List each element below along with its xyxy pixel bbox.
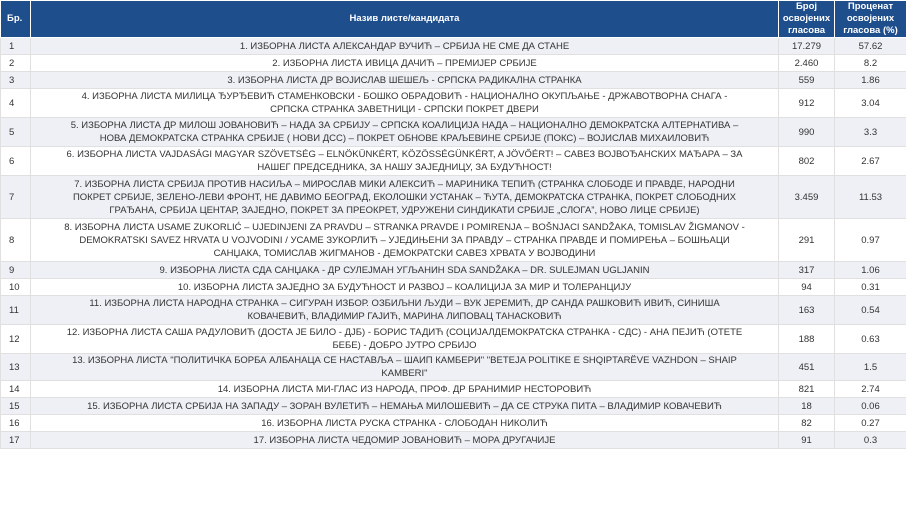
table-row [1, 118, 906, 147]
row-list-name: 4. ИЗБОРНА ЛИСТА МИЛИЦА ЂУРЂЕВИЋ СТАМЕНКОВСКИ - БОШКО ОБРАДОВИЋ - НАЦИОНАЛНО ОКУПЉАЊЕ - ДРЖАВОТВОРНА СНАГА - СРПСКА СТРАНКА ЗАВЕТНИЦИ - СРПСКИ ПОКРЕТ ДВЕРИ [31, 89, 779, 118]
row-votes: 990 [779, 118, 835, 147]
row-votes: 163 [779, 296, 835, 325]
row-votes: 2.460 [779, 55, 835, 72]
row-list-name: 15. ИЗБОРНА ЛИСТА СРБИЈА НА ЗАПАДУ – ЗОРАН ВУЛЕТИЋ – НЕМАЊА МИЛОШЕВИЋ – ДА СЕ СТРУКА ПИТА – ВЛАДИМИР КОВАЧЕВИЋ [31, 398, 779, 415]
row-votes: 821 [779, 381, 835, 398]
table-row [1, 176, 906, 219]
row-votes: 91 [779, 432, 835, 449]
row-percent: 0.31 [835, 279, 906, 296]
row-list-name: 11. ИЗБОРНА ЛИСТА НАРОДНА СТРАНКА – СИГУРАН ИЗБОР. ОЗБИЉНИ ЉУДИ – ВУК ЈЕРЕМИЋ, ДР САНДА РАШКОВИЋ ИВИЋ, СИНИША КОВАЧЕВИЋ, ВЛАДИМИР ГАЈИЋ, МАРИНА ЛИПОВАЦ ТАНАСКОВИЋ [31, 296, 779, 325]
row-votes: 82 [779, 415, 835, 432]
row-number: 3 [1, 72, 31, 89]
row-list-name: 3. ИЗБОРНА ЛИСТА ДР ВОЈИСЛАВ ШЕШЕЉ - СРПСКА РАДИКАЛНА СТРАНКА [31, 72, 779, 89]
table-body [1, 38, 906, 449]
row-list-name: 2. ИЗБОРНА ЛИСТА ИВИЦА ДАЧИЋ – ПРЕМИЈЕР СРБИЈЕ [31, 55, 779, 72]
header-votes: Број освојених гласова [779, 1, 835, 38]
row-votes: 291 [779, 219, 835, 262]
table-row [1, 38, 906, 55]
row-percent: 0.3 [835, 432, 906, 449]
row-list-name: 8. ИЗБОРНА ЛИСТА USAME ZUKORLIĆ – UJEDINJENI ZA PRAVDU – STRANKA PRAVDE I POMIRENJA – BOŠNJACI SANDŽAKA, TOMISLAV ŽIGMANOV - DEMOKRATSKI SAVEZ HRVATA U VOJVODINI / УСАМЕ ЗУКОРЛИЋ – УЈЕДИЊЕНИ ЗА ПРАВДУ – СТРАНКА ПРАВДЕ И ПОМИРЕЊА – БОШЊАЦИ САНЏАКА, ТОМИСЛАВ ЖИГМАНОВ - ДЕМОКРАТСКИ САВЕЗ ХРВАТА У ВОЈВОДИНИ [31, 219, 779, 262]
row-votes: 317 [779, 262, 835, 279]
table-row [1, 147, 906, 176]
table-row [1, 398, 906, 415]
row-number: 16 [1, 415, 31, 432]
row-percent: 3.3 [835, 118, 906, 147]
table-row [1, 415, 906, 432]
row-percent: 0.27 [835, 415, 906, 432]
header-number: Бр. [1, 1, 31, 38]
row-list-name: 7. ИЗБОРНА ЛИСТА СРБИЈА ПРОТИВ НАСИЉА – МИРОСЛАВ МИКИ АЛЕКСИЋ – МАРИНИКА ТЕПИЋ (СТРАНКА СЛОБОДЕ И ПРАВДЕ, НАРОДНИ ПОКРЕТ СРБИЈЕ, ЗЕЛЕНО-ЛЕВИ ФРОНТ, НЕ ДАВИМО БЕОГРАД, ЕКОЛОШКИ УСТАНАК – ЋУТА, ДЕМОКРАТСКА СТРАНКА, ПОКРЕТ СЛОБОДНИХ ГРАЂАНА, СРБИЈА ЦЕНТАР, ЗАЈЕДНО, ПОКРЕТ ЗА ПРЕОКРЕТ, УДРУЖЕНИ СИНДИКАТИ СРБИЈЕ „СЛОГА”, НОВО ЛИЦЕ СРБИЈЕ) [31, 176, 779, 219]
row-number: 2 [1, 55, 31, 72]
table-row [1, 262, 906, 279]
row-votes: 912 [779, 89, 835, 118]
row-list-name: 6. ИЗБОРНА ЛИСТА VAJDASÁGI MAGYAR SZÖVETSÉG – ELNÖKÜNKÉRT, KÖZÖSSÉGÜNKÉRT, A JÖVŐÉRT! – САВЕЗ ВОЈВОЂАНСКИХ МАЂАРА – ЗА НАШЕГ ПРЕДСЕДНИКА, ЗА НАШУ ЗАЈЕДНИЦУ, ЗА БУДУЋНОСТ! [31, 147, 779, 176]
row-percent: 1.86 [835, 72, 906, 89]
table-row [1, 432, 906, 449]
row-number: 14 [1, 381, 31, 398]
row-number: 12 [1, 325, 31, 354]
row-number: 11 [1, 296, 31, 325]
row-number: 8 [1, 219, 31, 262]
row-number: 4 [1, 89, 31, 118]
header-percent: Проценат освојених гласова (%) [835, 1, 906, 38]
row-percent: 57.62 [835, 38, 906, 55]
row-list-name: 13. ИЗБОРНА ЛИСТА "ПОЛИТИЧКА БОРБА АЛБАНАЦА СЕ НАСТАВЉА – ШАИП КАМБЕРИ" "BETEJA POLITIKE E SHQIPTARËVE VAZHDON – SHAIP KAMBERI" [31, 354, 779, 381]
row-number: 6 [1, 147, 31, 176]
row-list-name: 9. ИЗБОРНА ЛИСТА СДА САНЏАКА - ДР СУЛЕЈМАН УГЉАНИН SDA SANDŽAKA – DR. SULEJMAN UGLJANIN [31, 262, 779, 279]
table-header-row [1, 1, 906, 38]
row-list-name: 16. ИЗБОРНА ЛИСТА РУСКА СТРАНКА - СЛОБОДАН НИКОЛИЋ [31, 415, 779, 432]
table-row [1, 219, 906, 262]
row-percent: 0.54 [835, 296, 906, 325]
row-number: 17 [1, 432, 31, 449]
row-percent: 8.2 [835, 55, 906, 72]
row-list-name: 5. ИЗБОРНА ЛИСТА ДР МИЛОШ ЈОВАНОВИЋ – НАДА ЗА СРБИЈУ – СРПСКА КОАЛИЦИЈА НАДА – НАЦИОНАЛНО ДЕМОКРАТСКА АЛТЕРНАТИВА – НОВА ДЕМОКРАТСКА СТРАНКА СРБИЈЕ ( НОВИ ДСС) – ПОКРЕТ ОБНОВЕ КРАЉЕВИНЕ СРБИЈЕ (ПОКС) – ВОЈИСЛАВ МИХАИЛОВИЋ [31, 118, 779, 147]
row-votes: 188 [779, 325, 835, 354]
row-votes: 17.279 [779, 38, 835, 55]
row-percent: 0.06 [835, 398, 906, 415]
header-list-name: Назив листе/кандидата [31, 1, 779, 38]
row-votes: 94 [779, 279, 835, 296]
row-votes: 3.459 [779, 176, 835, 219]
row-percent: 3.04 [835, 89, 906, 118]
row-percent: 11.53 [835, 176, 906, 219]
row-votes: 18 [779, 398, 835, 415]
table-row [1, 354, 906, 381]
row-list-name: 12. ИЗБОРНА ЛИСТА САША РАДУЛОВИЋ (ДОСТА ЈЕ БИЛО - ДЈБ) - БОРИС ТАДИЋ (СОЦИЈАЛДЕМОКРАТСКА СТРАНКА - СДС) - АНА ПЕЈИЋ (ОТЕТЕ БЕБЕ) - ДОБРО ЈУТРО СРБИЈО [31, 325, 779, 354]
row-number: 1 [1, 38, 31, 55]
row-number: 9 [1, 262, 31, 279]
row-number: 7 [1, 176, 31, 219]
row-percent: 0.97 [835, 219, 906, 262]
row-list-name: 17. ИЗБОРНА ЛИСТА ЧЕДОМИР ЈОВАНОВИЋ – МОРА ДРУГАЧИЈЕ [31, 432, 779, 449]
table-row [1, 55, 906, 72]
row-percent: 1.06 [835, 262, 906, 279]
row-percent: 0.63 [835, 325, 906, 354]
row-list-name: 14. ИЗБОРНА ЛИСТА МИ-ГЛАС ИЗ НАРОДА, ПРОФ. ДР БРАНИМИР НЕСТОРОВИЋ [31, 381, 779, 398]
row-number: 15 [1, 398, 31, 415]
table-row [1, 89, 906, 118]
table-row [1, 296, 906, 325]
row-list-name: 10. ИЗБОРНА ЛИСТА ЗАЈЕДНО ЗА БУДУЋНОСТ И РАЗВОЈ – КОАЛИЦИЈА ЗА МИР И ТОЛЕРАНЦИЈУ [31, 279, 779, 296]
table-row [1, 381, 906, 398]
row-votes: 451 [779, 354, 835, 381]
row-votes: 559 [779, 72, 835, 89]
row-number: 10 [1, 279, 31, 296]
row-percent: 2.74 [835, 381, 906, 398]
table-row [1, 279, 906, 296]
row-number: 13 [1, 354, 31, 381]
row-list-name: 1. ИЗБОРНА ЛИСТА АЛЕКСАНДАР ВУЧИЋ – СРБИЈА НЕ СМЕ ДА СТАНЕ [31, 38, 779, 55]
row-votes: 802 [779, 147, 835, 176]
row-percent: 1.5 [835, 354, 906, 381]
row-percent: 2.67 [835, 147, 906, 176]
table-row [1, 72, 906, 89]
table-row [1, 325, 906, 354]
row-number: 5 [1, 118, 31, 147]
